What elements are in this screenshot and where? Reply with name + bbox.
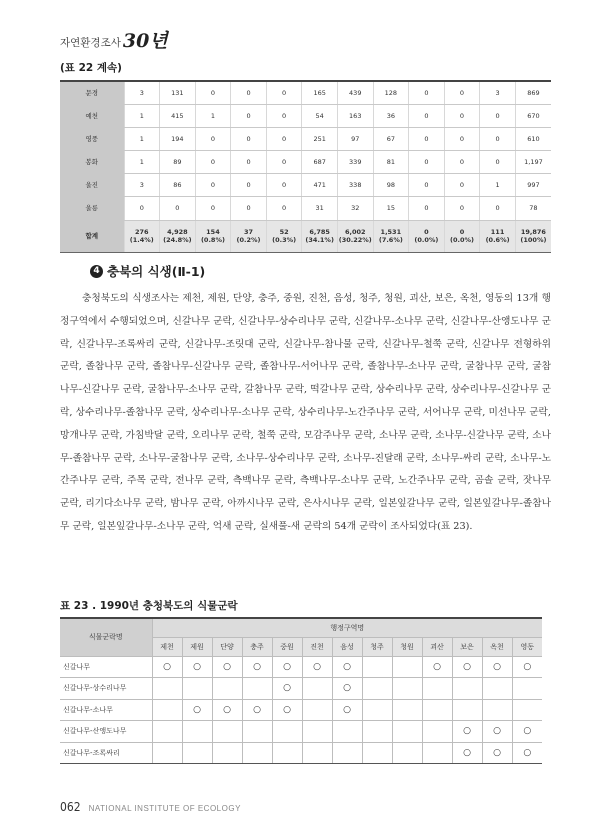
presence-cell	[242, 742, 272, 764]
total-cell	[195, 220, 231, 252]
presence-cell	[362, 656, 392, 678]
presence-cell: ○	[182, 656, 212, 678]
table-cell: 0	[444, 127, 480, 150]
table-cell: 0	[231, 127, 267, 150]
table-cell: 0	[266, 127, 302, 150]
table-cell: 1	[124, 151, 160, 174]
presence-cell: ○	[512, 721, 542, 743]
presence-cell	[392, 699, 422, 721]
presence-cell	[182, 721, 212, 743]
table-row	[60, 81, 551, 104]
table-cell: 0	[409, 81, 445, 104]
total-cell	[160, 220, 196, 252]
table-cell: 0	[231, 151, 267, 174]
table-cell: 15	[373, 197, 409, 220]
table-cell: 67	[373, 127, 409, 150]
total-percent: (100%)	[520, 236, 547, 245]
presence-cell	[272, 742, 302, 764]
presence-cell: ○	[452, 656, 482, 678]
table-cell: 0	[409, 104, 445, 127]
total-cell	[480, 220, 516, 252]
presence-cell: ○	[332, 699, 362, 721]
total-cell	[373, 220, 409, 252]
presence-cell	[152, 742, 182, 764]
presence-cell	[422, 699, 452, 721]
presence-cell	[362, 678, 392, 700]
table-cell: 1,197	[515, 151, 551, 174]
presence-cell	[512, 699, 542, 721]
presence-cell	[332, 721, 362, 743]
table-cell: 128	[373, 81, 409, 104]
table-cell: 0	[480, 197, 516, 220]
table-row	[60, 127, 551, 150]
presence-cell	[152, 721, 182, 743]
table-row	[60, 197, 551, 220]
presence-cell: ○	[452, 742, 482, 764]
table-cell: 1	[124, 127, 160, 150]
presence-cell	[242, 678, 272, 700]
presence-cell: ○	[212, 699, 242, 721]
community-name: 신갈나무-산앵도나무	[60, 721, 152, 743]
presence-cell	[332, 742, 362, 764]
table-cell: 1	[480, 174, 516, 197]
total-percent: (1.4%)	[129, 236, 154, 245]
section-heading	[90, 262, 205, 280]
table-cell: 0	[231, 174, 267, 197]
total-percent: (0.3%)	[272, 236, 297, 245]
total-cell	[266, 220, 302, 252]
table-row	[60, 104, 551, 127]
district-column-header: 제천	[152, 637, 182, 656]
district-column-header: 제원	[182, 637, 212, 656]
district-column-header: 음성	[332, 637, 362, 656]
presence-cell: ○	[272, 678, 302, 700]
presence-cell: ○	[452, 721, 482, 743]
community-name: 신갈나무-조록싸리	[60, 742, 152, 764]
total-cell	[302, 220, 338, 252]
table-cell: 0	[124, 197, 160, 220]
table-cell: 0	[480, 151, 516, 174]
table-cell: 81	[373, 151, 409, 174]
presence-cell	[392, 678, 422, 700]
row-header: 봉화	[60, 151, 124, 174]
total-percent: (7.6%)	[378, 236, 403, 245]
table-cell: 3	[124, 174, 160, 197]
total-value: 6,785	[309, 227, 330, 236]
table-cell: 165	[302, 81, 338, 104]
table22-caption: (표 22 계속)	[60, 62, 122, 74]
presence-cell: ○	[422, 656, 452, 678]
table-cell: 0	[444, 81, 480, 104]
table-cell: 0	[195, 174, 231, 197]
total-value: 4,928	[167, 227, 188, 236]
table-cell: 339	[337, 151, 373, 174]
total-percent: (0.0%)	[414, 236, 439, 245]
total-percent: (30.22%)	[338, 236, 372, 245]
table-cell: 0	[480, 127, 516, 150]
district-column-header: 괴산	[422, 637, 452, 656]
body-paragraph: 충청북도의 식생조사는 제천, 제원, 단양, 충주, 중원, 진천, 음성, 청주, 청원, 괴산, 보은, 옥천, 영동의 13개 행정구역에서 수행되었으며, 신갈나무 군락, 신갈나무-상수리나무 군락, 신갈나무-소나무 군락, 신갈나무-산앵도나무 군락, 신갈나무-조록싸리 군락, 신갈나무-조릿대 군락, 신갈나무-참나물 군락, 신갈나무-철쭉 군락, 신갈나무 전형하위 군락, 졸참나무 군락, 졸참나무-신갈나무 군락, 졸참나무-서어나무 군락, 졸참나무-소나무 군락, 굴참나무 군락, 굴참나무-신갈나무 군락, 굴참나무-소나무 군락, 갈참나무 군락, 떡갈나무 군락, 상수리나무 군락, 상수리나무-신갈나무 군락, 상수리나무-졸참나무 군락, 상수리나무-소나무 군락, 상수리나무-노간주나무 군락, 서어나무 군락, 미선나무 군락, 망개나무 군락, 가침박달 군락, 오리나무 군락, 철쭉 군락, 모감주나무 군락, 소나무 군락, 소나무-신갈나무 군락, 소나무-졸참나무 군락, 소나무-굴참나무 군락, 소나무-상수리나무 군락, 소나무-진달래 군락, 소나무-싸리 군락, 소나무-노간주나무 군락, 주목 군락, 전나무 군락, 측백나무 군락, 측백나무-소나무 군락, 노간주나무 군락, 곰솔 군락, 잣나무 군락, 리기다소나무 군락, 밤나무 군락, 아까시나무 군락, 은사시나무 군락, 일본잎갈나무 군락, 일본잎갈나무-졸참나무 군락, 일본잎갈나무-소나무 군락, 억새 군락, 실새풀-새 군락의 54개 군락이 조사되었다(표 23).	[60, 293, 551, 532]
table-cell: 0	[160, 197, 196, 220]
table23-caption: 표 23 . 1990년 충청북도의 식물군락	[60, 600, 238, 612]
presence-cell: ○	[272, 699, 302, 721]
table-cell: 0	[444, 104, 480, 127]
table-cell: 1	[124, 104, 160, 127]
presence-cell	[392, 656, 422, 678]
district-column-header: 영동	[512, 637, 542, 656]
total-cell	[444, 220, 480, 252]
presence-cell: ○	[482, 656, 512, 678]
table-cell: 32	[337, 197, 373, 220]
running-header	[60, 28, 168, 50]
table-cell: 1	[195, 104, 231, 127]
presence-cell	[272, 721, 302, 743]
table-cell: 0	[480, 104, 516, 127]
table-cell: 0	[409, 197, 445, 220]
table-cell: 78	[515, 197, 551, 220]
district-column-header: 옥천	[482, 637, 512, 656]
presence-cell	[422, 678, 452, 700]
table-cell: 471	[302, 174, 338, 197]
total-value: 111	[490, 227, 505, 236]
table-cell: 0	[409, 127, 445, 150]
presence-cell	[212, 742, 242, 764]
presence-cell	[242, 721, 272, 743]
anniversary-logo: 30년	[122, 30, 168, 52]
district-column-header: 중원	[272, 637, 302, 656]
presence-cell	[362, 699, 392, 721]
total-percent: (0.8%)	[200, 236, 225, 245]
district-column-header: 청원	[392, 637, 422, 656]
table-cell: 997	[515, 174, 551, 197]
table-cell: 338	[337, 174, 373, 197]
table-row	[60, 656, 542, 678]
table-cell: 251	[302, 127, 338, 150]
table-cell: 163	[337, 104, 373, 127]
presence-cell: ○	[242, 656, 272, 678]
presence-cell	[482, 678, 512, 700]
table-cell: 131	[160, 81, 196, 104]
row-header: 예천	[60, 104, 124, 127]
presence-cell	[422, 742, 452, 764]
presence-cell: ○	[482, 721, 512, 743]
presence-cell: ○	[332, 678, 362, 700]
presence-cell	[302, 742, 332, 764]
table-cell: 0	[195, 81, 231, 104]
presence-cell	[422, 721, 452, 743]
district-group-header: 행정구역명	[152, 618, 542, 637]
table-cell: 0	[195, 197, 231, 220]
presence-cell	[452, 678, 482, 700]
table-cell: 54	[302, 104, 338, 127]
table-row	[60, 678, 542, 700]
community-name: 신갈나무-소나무	[60, 699, 152, 721]
table-cell: 0	[409, 151, 445, 174]
total-cell	[409, 220, 445, 252]
total-value: 19,876	[520, 227, 546, 236]
presence-cell	[152, 678, 182, 700]
presence-cell: ○	[152, 656, 182, 678]
table-cell: 687	[302, 151, 338, 174]
presence-cell	[512, 678, 542, 700]
total-value: 6,002	[344, 227, 366, 236]
table-cell: 0	[195, 151, 231, 174]
table-cell: 0	[266, 197, 302, 220]
presence-cell: ○	[212, 656, 242, 678]
presence-cell	[362, 742, 392, 764]
presence-cell	[392, 742, 422, 764]
presence-cell	[152, 699, 182, 721]
table23-plant-communities	[60, 617, 542, 764]
table-cell: 869	[515, 81, 551, 104]
presence-cell: ○	[182, 699, 212, 721]
table-row	[60, 742, 542, 764]
table-cell: 0	[266, 151, 302, 174]
total-value: 0	[459, 227, 465, 236]
district-column-header: 보은	[452, 637, 482, 656]
district-column-header: 청주	[362, 637, 392, 656]
page-footer	[60, 800, 241, 814]
institution-name: NATIONAL INSTITUTE OF ECOLOGY	[88, 804, 241, 813]
district-column-header: 충주	[242, 637, 272, 656]
total-value: 0	[424, 227, 429, 236]
table-cell: 439	[337, 81, 373, 104]
total-percent: (0.6%)	[485, 236, 510, 245]
total-row	[60, 220, 551, 252]
total-value: 37	[244, 227, 254, 236]
table-cell: 86	[160, 174, 196, 197]
row-header: 울진	[60, 174, 124, 197]
table-cell: 36	[373, 104, 409, 127]
presence-cell	[182, 742, 212, 764]
table-cell: 0	[444, 151, 480, 174]
total-cell	[231, 220, 267, 252]
community-name-header: 식물군락명	[60, 618, 152, 656]
district-column-header: 단양	[212, 637, 242, 656]
table-cell: 89	[160, 151, 196, 174]
presence-cell	[212, 678, 242, 700]
table-cell: 415	[160, 104, 196, 127]
table-cell: 194	[160, 127, 196, 150]
presence-cell	[302, 721, 332, 743]
presence-cell	[182, 678, 212, 700]
table-cell: 0	[266, 104, 302, 127]
table-cell: 3	[124, 81, 160, 104]
table-cell: 0	[231, 104, 267, 127]
row-header: 울릉	[60, 197, 124, 220]
row-header: 영풍	[60, 127, 124, 150]
table-cell: 0	[231, 197, 267, 220]
table-row	[60, 151, 551, 174]
total-percent: (24.8%)	[163, 236, 192, 245]
presence-cell	[212, 721, 242, 743]
total-value: 1,531	[380, 227, 402, 236]
presence-cell: ○	[302, 656, 332, 678]
table-row	[60, 721, 542, 743]
presence-cell	[392, 721, 422, 743]
table-row	[60, 174, 551, 197]
total-cell	[337, 220, 373, 252]
page-number: 062	[60, 800, 81, 814]
presence-cell: ○	[512, 742, 542, 764]
total-value: 276	[135, 227, 149, 236]
section-title: 충북의 식생(Ⅱ-1)	[107, 264, 206, 279]
table-cell: 97	[337, 127, 373, 150]
presence-cell: ○	[272, 656, 302, 678]
row-header: 문경	[60, 81, 124, 104]
presence-cell: ○	[512, 656, 542, 678]
table-cell: 3	[480, 81, 516, 104]
table-cell: 670	[515, 104, 551, 127]
community-name: 신갈나무-상수리나무	[60, 678, 152, 700]
table-cell: 0	[444, 174, 480, 197]
table-cell: 98	[373, 174, 409, 197]
presence-cell	[482, 699, 512, 721]
total-percent: (0.0%)	[450, 236, 474, 245]
presence-cell	[362, 721, 392, 743]
table-row	[60, 699, 542, 721]
table-cell: 0	[266, 81, 302, 104]
total-value: 52	[279, 227, 289, 236]
section-number-badge: 4	[90, 265, 103, 278]
total-cell	[124, 220, 160, 252]
table-cell: 0	[409, 174, 445, 197]
presence-cell: ○	[332, 656, 362, 678]
header-title: 자연환경조사	[60, 37, 121, 49]
table-cell: 0	[231, 81, 267, 104]
community-name: 신갈나무	[60, 656, 152, 678]
presence-cell	[452, 699, 482, 721]
table-cell: 0	[266, 174, 302, 197]
district-column-header: 진천	[302, 637, 332, 656]
total-label: 합계	[60, 220, 124, 252]
total-percent: (34.1%)	[305, 236, 334, 245]
presence-cell	[302, 699, 332, 721]
total-value: 154	[206, 227, 220, 236]
presence-cell: ○	[482, 742, 512, 764]
table-cell: 0	[444, 197, 480, 220]
total-percent: (0.2%)	[236, 236, 261, 245]
presence-cell: ○	[242, 699, 272, 721]
table-cell: 610	[515, 127, 551, 150]
presence-cell	[302, 678, 332, 700]
table-cell: 31	[302, 197, 338, 220]
total-cell	[515, 220, 551, 252]
table-cell: 0	[195, 127, 231, 150]
table22-continued	[60, 80, 551, 253]
